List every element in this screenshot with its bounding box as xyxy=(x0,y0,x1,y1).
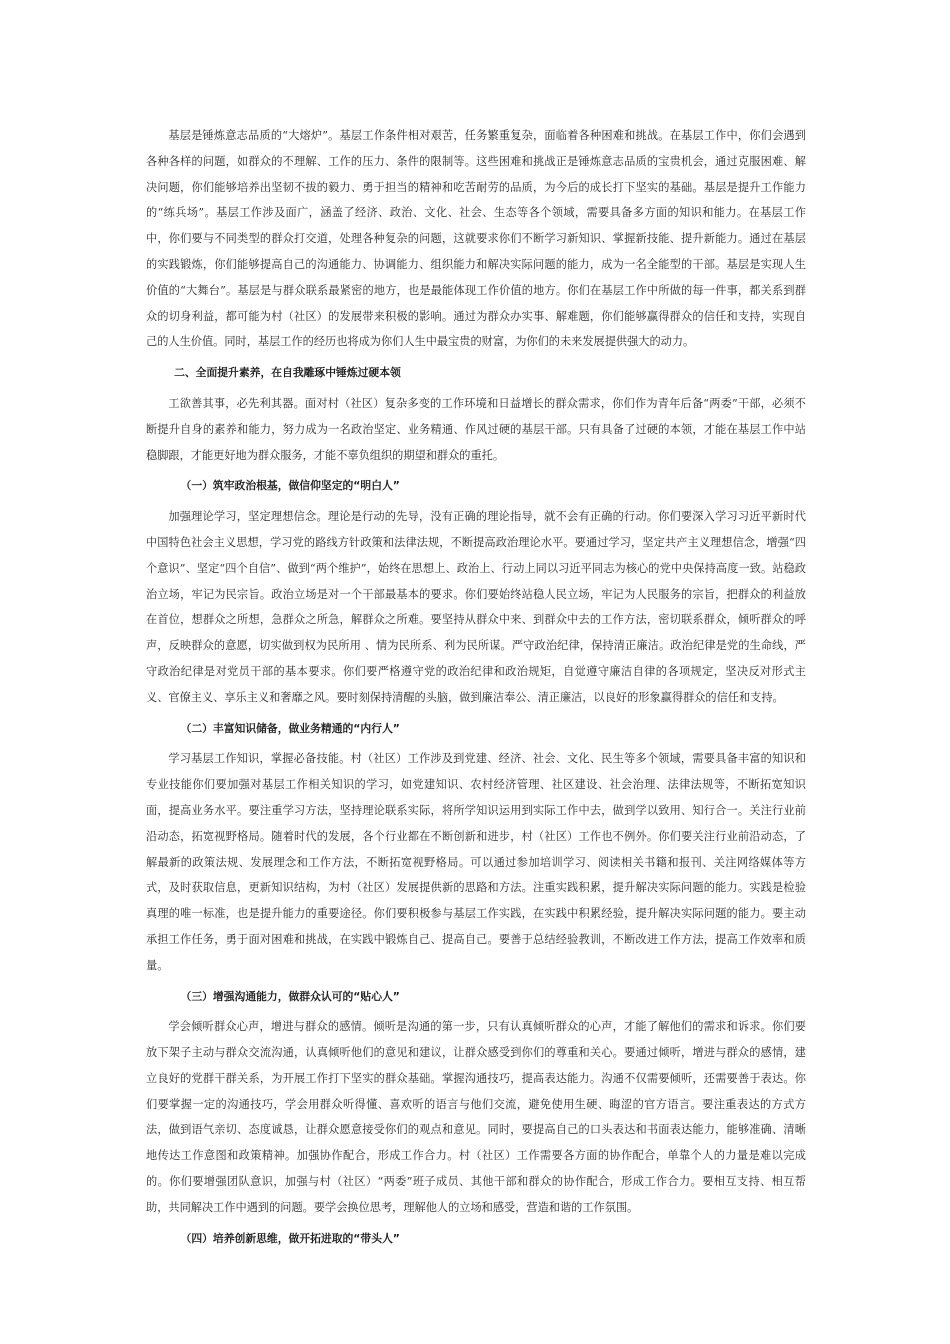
subsection-three-paragraph: 学会倾听群众心声，增进与群众的感情。倾听是沟通的第一步，只有认真倾听群众的心声，才能了解他们的需求和诉求。你们要放下架子主动与群众交流沟通，认真倾听他们的意见和建议，让群众感受到你们的尊重和关心。要通过倾听，增进与群众的感情，建立良好的党群干群关系，为开展工作打下坚实的群众基础。掌握沟通技巧，提高表达能力。沟通不仅需要倾听，还需要善于表达。你们要掌握一定的沟通技巧，学会用群众听得懂、喜欢听的语言与他们交流，避免使用生硬、晦涩的官方语言。要注重表达的方式方法，做到语气亲切、态度诚恳，让群众愿意接受你们的观点和意见。同时，要提高自己的口头表达和书面表达能力，能够准确、清晰地传达工作意图和政策精神。加强协作配合，形成工作合力。村（社区）工作需要各方面的协作配合，单靠个人的力量是难以完成的。你们要增强团队意识，加强与村（社区）“两委”班子成员、其他干部和群众的协作配合，形成工作合力。要相互支持、相互帮助，共同解决工作中遇到的问题。要学会换位思考，理解他人的立场和感受，营造和谐的工作氛围。 xyxy=(146,1020,806,1214)
subsection-three-heading: （三）增强沟通能力，做群众认可的“贴心人” xyxy=(180,989,400,1003)
subsection-four-heading: （四）培养创新思维，做开拓进取的“带头人” xyxy=(180,1231,400,1245)
document-page xyxy=(146,123,806,1251)
subsection-one-heading: （一）筑牢政治根基，做信仰坚定的“明白人” xyxy=(180,479,400,493)
subsection-two-paragraph: 学习基层工作知识，掌握必备技能。村（社区）工作涉及到党建、经济、社会、文化、民生等多个领域，需要具备丰富的知识和专业技能你们要加强对基层工作相关知识的学习，如党建知识、农村经济管理、社区建设、社会治理、法律法规等，不断拓宽知识面，提高业务水平。要注重学习方法，坚持理论联系实际，将所学知识运用到实际工作中去，做到学以致用、知行合一。关注行业前沿动态，拓宽视野格局。随着时代的发展，各个行业都在不断创新和进步，村（社区）工作也不例外。你们要关注行业前沿动态，了解最新的政策法规、发展理念和工作方法，不断拓宽视野格局。可以通过参加培训学习、阅读相关书籍和报刊、关注网络媒体等方式，及时获取信息，更新知识结构，为村（社区）发展提供新的思路和方法。注重实践积累，提升解决实际问题的能力。实践是检验真理的唯一标准，也是提升能力的重要途径。你们要积极参与基层工作实践，在实践中积累经验，提升解决实际问题的能力。要主动承担工作任务，勇于面对困难和挑战，在实践中锻炼自己、提高自己。要善于总结经验教训，不断改进工作方法，提高工作效率和质量。 xyxy=(146,752,806,972)
section-two-heading: 二、全面提升素养，在自我雕琢中锤炼过硬本领 xyxy=(174,366,401,380)
subsection-two-heading: （二）丰富知识储备，做业务精通的“内行人” xyxy=(180,721,400,735)
intro-paragraph: 基层是锤炼意志品质的“大熔炉”。基层工作条件相对艰苦，任务繁重复杂，面临着各种困难和挑战。在基层工作中，你们会遇到各种各样的问题，如群众的不理解、工作的压力、条件的限制等。这些困难和挑战正是锤炼意志品质的宝贵机会，通过克服困难、解决问题，你们能够培养出坚韧不拔的毅力、勇于担当的精神和吃苦耐劳的品质，为今后的成长打下坚实的基础。基层是提升工作能力的“练兵场”。基层工作涉及面广，涵盖了经济、政治、文化、社会、生态等各个领域，需要具备多方面的知识和能力。在基层工作中，你们要与不同类型的群众打交道，处理各种复杂的问题，这就要求你们不断学习新知识、掌握新技能、提升新能力。通过在基层的实践锻炼，你们能够提高自己的沟通能力、协调能力、组织能力和解决实际问题的能力，成为一名全能型的干部。基层是实现人生价值的“大舞台”。基层是与群众联系最紧密的地方，也是最能体现工作价值的地方。你们在基层工作中所做的每一件事，都关系到群众的切身利益，都可能为村（社区）的发展带来积极的影响。通过为群众办实事、解难题，你们能够赢得群众的信任和支持，实现自己的人生价值。同时，基层工作的经历也将成为你们人生中最宝贵的财富，为你们的未来发展提供强大的动力。 xyxy=(146,129,806,349)
subsection-one-paragraph: 加强理论学习，坚定理想信念。理论是行动的先导，没有正确的理论指导，就不会有正确的行动。你们要深入学习习近平新时代中国特色社会主义思想，学习党的路线方针政策和法律法规，不断提高政治理论水平。要通过学习，坚定共产主义理想信念，增强“四个意识”、坚定“四个自信”、做到“两个维护”，始终在思想上、政治上、行动上同以习近平同志为核心的党中央保持高度一致。站稳政治立场，牢记为民宗旨。政治立场是对一个干部最基本的要求。你们要始终站稳人民立场，牢记为人民服务的宗旨，把群众的利益放在首位，想群众之所想，急群众之所急，解群众之所难。要坚持从群众中来、到群众中去的工作方法，密切联系群众，倾听群众的呼声，反映群众的意愿，切实做到权为民所用 、情为民所系、利为民所谋。严守政治纪律，保持清正廉洁。政治纪律是党的生命线，严守政治纪律是对党员干部的基本要求。你们要严格遵守党的政治纪律和政治规矩，自觉遵守廉洁自律的各项规定，坚决反对形式主义、官僚主义、享乐主义和奢靡之风。要时刻保持清醒的头脑，做到廉洁奉公、清正廉洁，以良好的形象赢得群众的信任和支持。 xyxy=(146,510,806,704)
section-two-paragraph: 工欲善其事，必先利其器。面对村（社区）复杂多变的工作环境和日益增长的群众需求，你们作为青年后备“两委”干部，必须不断提升自身的素养和能力，努力成为一名政治坚定、业务精通、作风过硬的基层干部。只有具备了过硬的本领，才能在基层工作中站稳脚跟，才能更好地为群众服务，才能不辜负组织的期望和群众的重托。 xyxy=(146,396,806,462)
